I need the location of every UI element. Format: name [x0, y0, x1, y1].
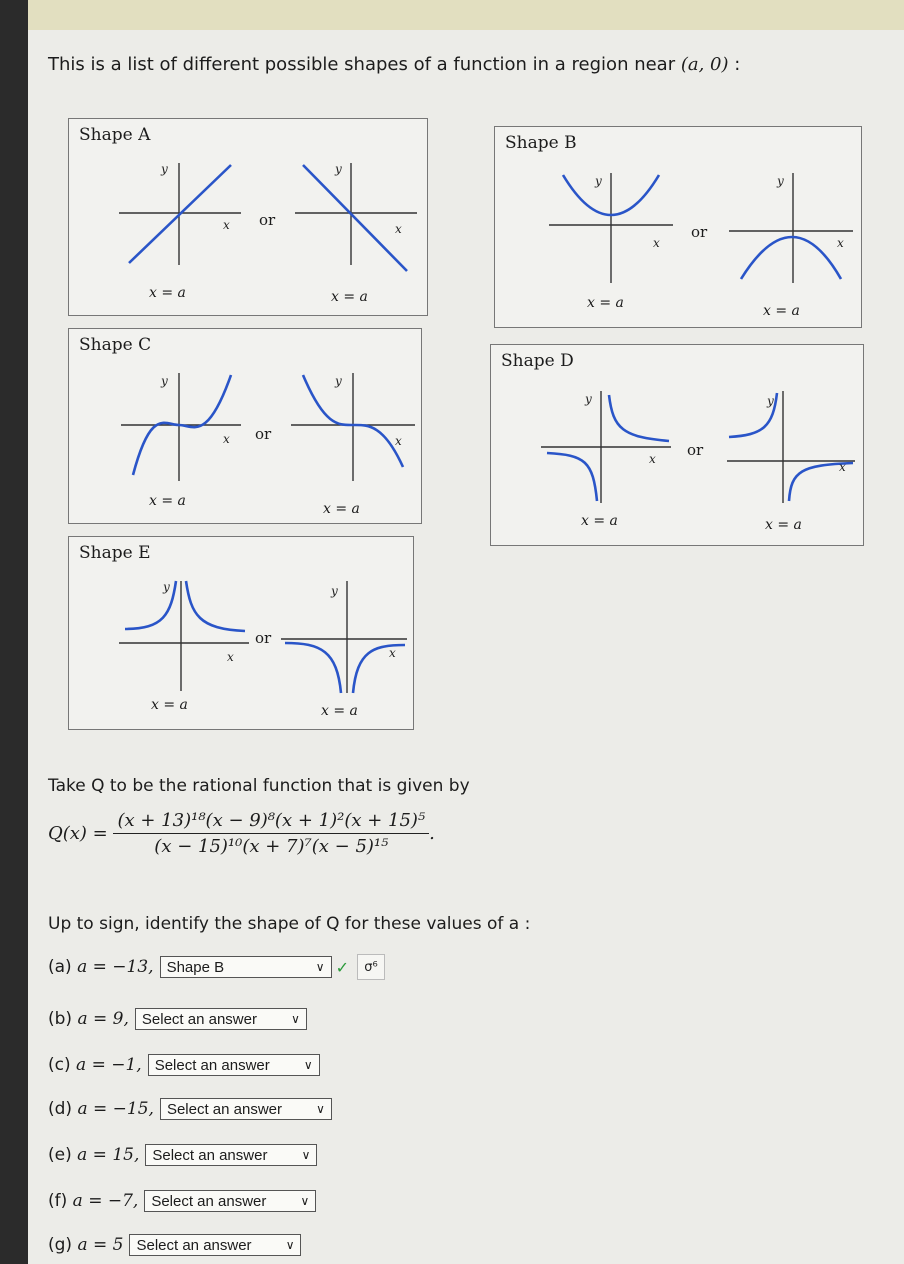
shape-a-xa-right: x = a [331, 289, 368, 305]
svg-text:y: y [335, 162, 342, 176]
dark-left-edge [0, 0, 28, 1264]
svg-text:x: x [389, 646, 396, 660]
shape-c-graph-right [291, 367, 421, 487]
shape-b-or: or [691, 223, 708, 241]
shape-d-graph-right [727, 385, 859, 509]
shape-a-title: Shape A [79, 125, 151, 145]
take-q-text: Take Q to be the rational function that is given by [48, 776, 470, 796]
chevron-down-icon: ∨ [301, 1148, 311, 1162]
answer-select-c[interactable]: Select an answer ∨ [148, 1054, 320, 1076]
chevron-down-icon: ∨ [316, 1102, 325, 1116]
chevron-down-icon: ∨ [315, 960, 325, 974]
question-row-f: (f) a = −7, Select an answer ∨ [48, 1190, 316, 1212]
formula-denominator: (x − 15)¹⁰(x + 7)⁷(x − 5)¹⁵ [154, 836, 389, 857]
shape-b-graph-left [549, 167, 679, 287]
svg-text:y: y [767, 394, 774, 408]
check-icon: ✓ [335, 957, 349, 977]
shape-e-box [68, 536, 414, 730]
shape-a-graph-left [119, 155, 249, 275]
formula-fraction [113, 810, 429, 857]
svg-text:x: x [395, 434, 402, 448]
shape-c-graph-left [121, 367, 251, 487]
formula-numerator: (x + 13)¹⁸(x − 9)⁸(x + 1)²(x + 15)⁵ [113, 810, 429, 834]
formula-period: . [429, 823, 435, 844]
shape-a-box [68, 118, 428, 316]
shape-e-xa-right: x = a [321, 703, 358, 719]
shape-c-xa-right: x = a [323, 501, 360, 517]
chevron-down-icon: ∨ [303, 1058, 313, 1072]
formula-lhs: Q(x) = [48, 823, 114, 844]
shape-b-title: Shape B [505, 133, 577, 153]
shape-b-box [494, 126, 862, 328]
answer-select-f[interactable]: Select an answer ∨ [144, 1190, 316, 1212]
svg-text:x: x [227, 650, 234, 664]
shape-c-box [68, 328, 422, 524]
answer-select-e[interactable]: Select an answer ∨ [145, 1144, 317, 1166]
svg-text:y: y [335, 374, 342, 388]
intro-text: This is a list of different possible shapes of a function in a region near (a, 0) : [48, 54, 741, 75]
shape-d-or: or [687, 441, 704, 459]
svg-text:y: y [331, 584, 338, 598]
shape-e-graph-right [281, 575, 411, 699]
chevron-down-icon: ∨ [285, 1238, 295, 1252]
question-row-b: (b) a = 9, Select an answer ∨ [48, 1008, 307, 1030]
shape-e-title: Shape E [79, 543, 151, 563]
shape-a-or: or [259, 211, 276, 229]
shape-c-or: or [255, 425, 272, 443]
answer-select-d[interactable]: Select an answer ∨ [160, 1098, 332, 1120]
intro-point: (a, 0) [680, 54, 729, 75]
answer-select-a[interactable]: Shape B ∨ [160, 956, 332, 978]
svg-text:x: x [649, 452, 656, 466]
shape-d-graph-left [541, 385, 681, 509]
hint-icon[interactable]: σ⁶ [357, 954, 385, 980]
question-row-g: (g) a = 5 Select an answer ∨ [48, 1234, 301, 1256]
shape-b-graph-right [729, 167, 859, 287]
shape-e-graph-left [119, 575, 255, 695]
shape-d-title: Shape D [501, 351, 574, 371]
chevron-down-icon: ∨ [300, 1194, 310, 1208]
question-row-c: (c) a = −1, Select an answer ∨ [48, 1054, 320, 1076]
answer-select-g[interactable]: Select an answer ∨ [129, 1234, 301, 1256]
top-band [28, 0, 904, 30]
question-row-d: (d) a = −15, Select an answer ∨ [48, 1098, 332, 1120]
shape-a-graph-right [295, 155, 425, 275]
svg-text:x: x [223, 218, 230, 232]
question-row-e: (e) a = 15, Select an answer ∨ [48, 1144, 317, 1166]
svg-text:y: y [161, 162, 168, 176]
svg-text:x: x [223, 432, 230, 446]
q-formula [48, 810, 435, 857]
svg-text:x: x [653, 236, 660, 250]
shape-c-title: Shape C [79, 335, 152, 355]
shape-b-xa-right: x = a [763, 303, 800, 319]
svg-text:y: y [585, 392, 592, 406]
svg-text:x: x [839, 460, 846, 474]
shape-e-or: or [255, 629, 272, 647]
shape-a-xa-left: x = a [149, 285, 186, 301]
answer-select-b[interactable]: Select an answer ∨ [135, 1008, 307, 1030]
svg-text:y: y [161, 374, 168, 388]
shape-c-xa-left: x = a [149, 493, 186, 509]
question-row-a: (a) a = −13, Shape B ∨ ✓ σ⁶ [48, 954, 385, 980]
shape-e-xa-left: x = a [151, 697, 188, 713]
svg-text:x: x [837, 236, 844, 250]
svg-text:y: y [163, 580, 170, 594]
instruction-text: Up to sign, identify the shape of Q for these values of a : [48, 914, 531, 934]
svg-text:y: y [595, 174, 602, 188]
shape-b-xa-left: x = a [587, 295, 624, 311]
shape-d-xa-right: x = a [765, 517, 802, 533]
svg-text:x: x [395, 222, 402, 236]
chevron-down-icon: ∨ [291, 1012, 300, 1026]
shape-d-xa-left: x = a [581, 513, 618, 529]
svg-text:y: y [777, 174, 784, 188]
shape-d-box [490, 344, 864, 546]
